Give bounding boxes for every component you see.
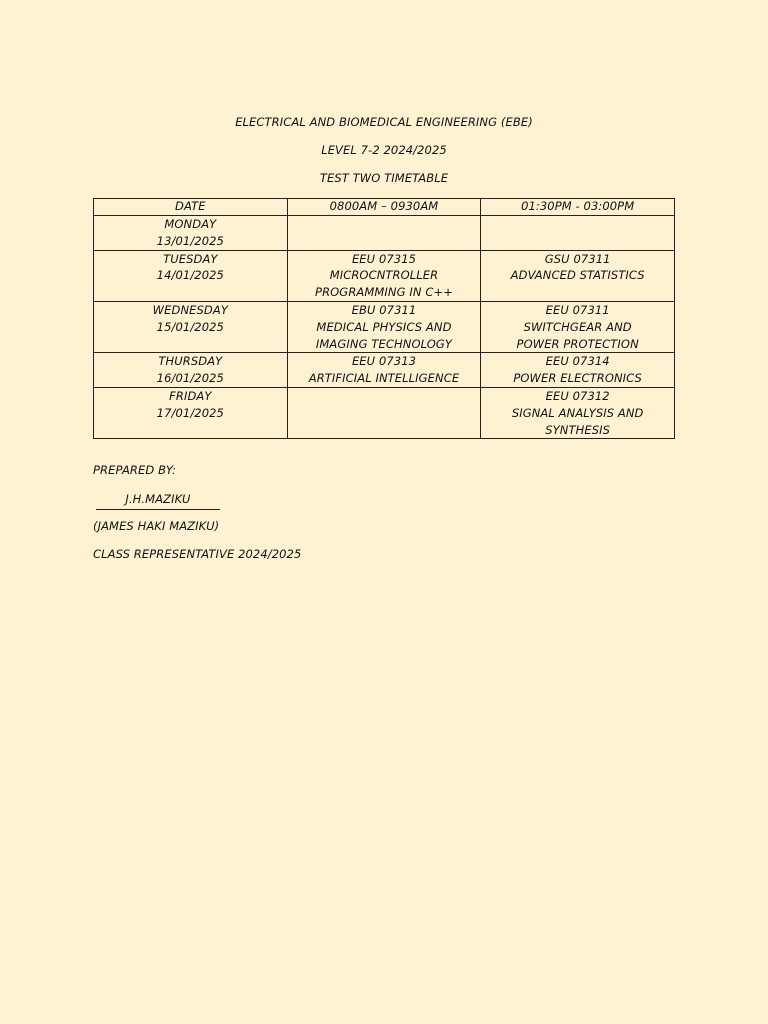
timetable-title: TEST TWO TIMETABLE bbox=[319, 171, 449, 185]
prepared-by-label: PREPARED BY: bbox=[93, 463, 176, 477]
day-label: TUESDAY bbox=[163, 251, 218, 266]
date-label: 16/01/2025 bbox=[156, 371, 224, 386]
day-label: THURSDAY bbox=[158, 354, 223, 369]
morning-cell bbox=[287, 301, 481, 352]
course-name-line: POWER PROTECTION bbox=[516, 336, 639, 351]
department-heading: ELECTRICAL AND BIOMEDICAL ENGINEERING (EBE) bbox=[235, 115, 533, 129]
morning-cell bbox=[287, 250, 481, 301]
table-row bbox=[94, 301, 675, 352]
course-code: GSU 07311 bbox=[544, 251, 611, 266]
date-cell bbox=[94, 301, 288, 352]
course-code: EEU 07314 bbox=[545, 354, 610, 369]
date-label: 15/01/2025 bbox=[156, 319, 224, 334]
date-label: 13/01/2025 bbox=[156, 233, 224, 248]
course-name-line: SIGNAL ANALYSIS AND bbox=[511, 405, 644, 420]
course-code: EEU 07315 bbox=[351, 251, 417, 266]
preparer-role: CLASS REPRESENTATIVE 2024/2025 bbox=[93, 547, 302, 561]
afternoon-cell bbox=[481, 353, 675, 388]
date-label: 17/01/2025 bbox=[156, 405, 224, 420]
date-cell bbox=[94, 250, 288, 301]
date-cell bbox=[94, 216, 288, 251]
course-code: EBU 07311 bbox=[351, 302, 417, 317]
afternoon-cell bbox=[481, 216, 675, 251]
table-row bbox=[94, 353, 675, 388]
day-label: MONDAY bbox=[164, 217, 217, 231]
course-name-line: PROGRAMMING IN C++ bbox=[315, 285, 453, 300]
day-label: WEDNESDAY bbox=[152, 302, 228, 317]
course-name-line: SYNTHESIS bbox=[545, 422, 611, 437]
morning-cell bbox=[287, 216, 481, 251]
morning-cell bbox=[287, 387, 481, 438]
date-cell bbox=[94, 353, 288, 388]
course-name-line: ARTIFICIAL INTELLIGENCE bbox=[308, 371, 460, 386]
date-cell bbox=[94, 387, 288, 438]
preparer-full-name: (JAMES HAKI MAZIKU) bbox=[93, 519, 220, 533]
column-header-date: DATE bbox=[94, 199, 288, 216]
table-row bbox=[94, 216, 675, 251]
column-header-afternoon: 01:30PM - 03:00PM bbox=[481, 199, 675, 216]
course-name-line: SWITCHGEAR AND bbox=[523, 319, 632, 334]
course-name-line: IMAGING TECHNOLOGY bbox=[315, 336, 453, 351]
course-name-line: MEDICAL PHYSICS AND bbox=[316, 319, 452, 334]
course-name-line: ADVANCED STATISTICS bbox=[510, 268, 645, 283]
course-name-line: MICROCNTROLLER bbox=[329, 268, 439, 283]
date-label: 14/01/2025 bbox=[156, 268, 224, 283]
morning-cell bbox=[287, 353, 481, 388]
table-row bbox=[94, 387, 675, 438]
course-code: EEU 07313 bbox=[351, 354, 417, 369]
afternoon-cell bbox=[481, 250, 675, 301]
signature: J.H.MAZIKU bbox=[96, 492, 220, 510]
course-name-line: POWER ELECTRONICS bbox=[513, 371, 642, 386]
course-code: EEU 07311 bbox=[545, 302, 610, 317]
course-code: EEU 07312 bbox=[545, 388, 610, 403]
level-heading: LEVEL 7-2 2024/2025 bbox=[321, 143, 447, 157]
table-header-row bbox=[94, 199, 675, 216]
afternoon-cell bbox=[481, 387, 675, 438]
day-label: FRIDAY bbox=[169, 388, 212, 403]
timetable bbox=[93, 198, 675, 439]
table-row bbox=[94, 250, 675, 301]
column-header-morning: 0800AM – 0930AM bbox=[287, 199, 481, 216]
afternoon-cell bbox=[481, 301, 675, 352]
